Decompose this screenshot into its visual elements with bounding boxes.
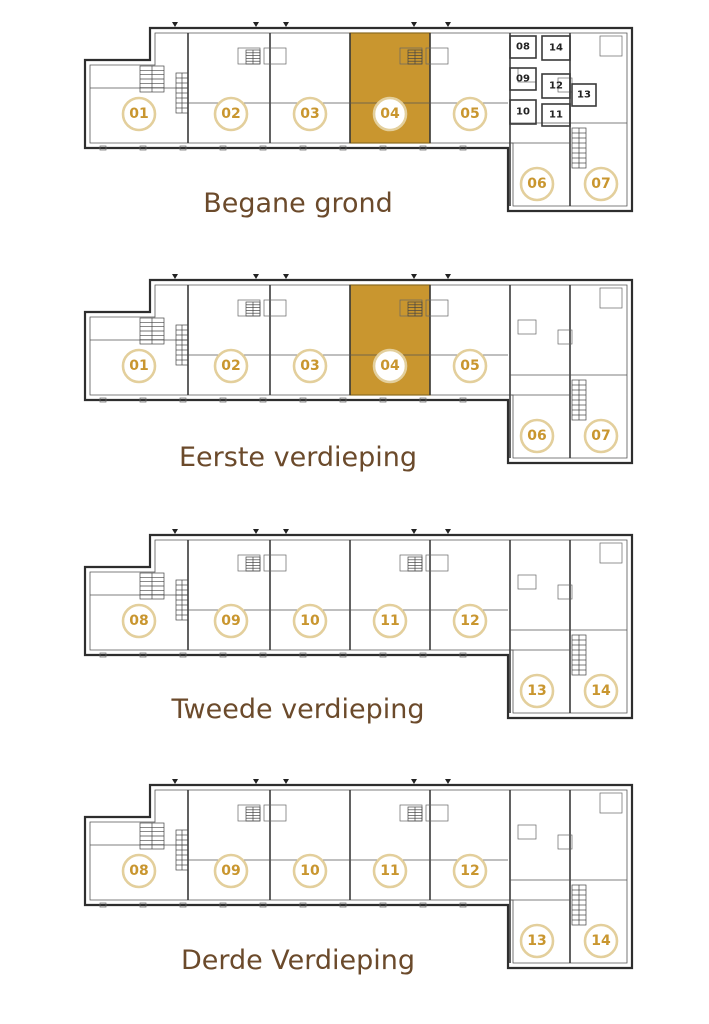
unit-badge-12[interactable] xyxy=(454,605,486,637)
unit-badge-01[interactable] xyxy=(123,350,155,382)
unit-number: 03 xyxy=(300,358,320,374)
unit-badge-07[interactable] xyxy=(585,420,617,452)
unit-badge-09[interactable] xyxy=(215,605,247,637)
storage-label: 11 xyxy=(549,109,563,121)
unit-number: 07 xyxy=(591,176,611,192)
unit-badge-05[interactable] xyxy=(454,350,486,382)
entrance-marker xyxy=(253,274,259,279)
storage-label: 09 xyxy=(516,73,530,85)
entrance-marker xyxy=(411,779,417,784)
entrance-marker xyxy=(283,22,289,27)
entrance-marker xyxy=(445,22,451,27)
unit-badge-06[interactable] xyxy=(521,420,553,452)
unit-number: 12 xyxy=(460,863,480,879)
entrance-marker xyxy=(445,529,451,534)
unit-number: 11 xyxy=(380,613,400,629)
unit-number: 06 xyxy=(527,428,547,444)
floor-plan-3 xyxy=(85,529,632,718)
unit-badge-11[interactable] xyxy=(374,605,406,637)
unit-number: 08 xyxy=(129,863,149,879)
storage-label: 12 xyxy=(549,80,563,92)
floor-plan-2 xyxy=(85,274,632,463)
floor-plan-4 xyxy=(85,779,632,968)
entrance-marker xyxy=(283,274,289,279)
unit-number: 14 xyxy=(591,933,611,949)
unit-number: 12 xyxy=(460,613,480,629)
unit-badge-11[interactable] xyxy=(374,855,406,887)
floor-plan-1 xyxy=(85,22,632,211)
unit-badge-08[interactable] xyxy=(123,605,155,637)
storage-label: 10 xyxy=(516,106,530,118)
floor-title: Eerste verdieping xyxy=(179,442,417,473)
unit-badge-05[interactable] xyxy=(454,98,486,130)
unit-number: 02 xyxy=(221,358,241,374)
unit-number: 13 xyxy=(527,683,547,699)
unit-badge-03[interactable] xyxy=(294,98,326,130)
entrance-marker xyxy=(172,22,178,27)
entrance-marker xyxy=(411,529,417,534)
unit-badge-01[interactable] xyxy=(123,98,155,130)
unit-badge-09[interactable] xyxy=(215,855,247,887)
unit-badge-07[interactable] xyxy=(585,168,617,200)
unit-number: 09 xyxy=(221,613,241,629)
unit-number: 06 xyxy=(527,176,547,192)
entrance-marker xyxy=(283,779,289,784)
entrance-marker xyxy=(445,274,451,279)
entrance-marker xyxy=(172,274,178,279)
entrance-marker xyxy=(411,22,417,27)
unit-badge-10[interactable] xyxy=(294,605,326,637)
unit-number: 01 xyxy=(129,106,149,122)
unit-number: 02 xyxy=(221,106,241,122)
floor-title: Begane grond xyxy=(203,188,393,219)
unit-number: 05 xyxy=(460,358,480,374)
unit-number: 04 xyxy=(380,106,400,122)
entrance-marker xyxy=(253,779,259,784)
unit-badge-02[interactable] xyxy=(215,98,247,130)
floor-title: Tweede verdieping xyxy=(171,694,425,725)
entrance-marker xyxy=(283,529,289,534)
unit-number: 07 xyxy=(591,428,611,444)
entrance-marker xyxy=(445,779,451,784)
unit-number: 09 xyxy=(221,863,241,879)
unit-badge-12[interactable] xyxy=(454,855,486,887)
entrance-marker xyxy=(411,274,417,279)
unit-badge-10[interactable] xyxy=(294,855,326,887)
entrance-marker xyxy=(172,529,178,534)
storage-label: 08 xyxy=(516,41,530,53)
unit-badge-13[interactable] xyxy=(521,925,553,957)
unit-badge-14[interactable] xyxy=(585,675,617,707)
unit-number: 03 xyxy=(300,106,320,122)
unit-number: 10 xyxy=(300,863,320,879)
unit-badge-02[interactable] xyxy=(215,350,247,382)
floor-title: Derde Verdieping xyxy=(180,945,416,976)
entrance-marker xyxy=(172,779,178,784)
unit-badge-04[interactable] xyxy=(374,98,406,130)
unit-number: 11 xyxy=(380,863,400,879)
unit-badge-04[interactable] xyxy=(374,350,406,382)
unit-number: 08 xyxy=(129,613,149,629)
storage-label: 13 xyxy=(577,89,591,101)
unit-number: 14 xyxy=(591,683,611,699)
storage-label: 14 xyxy=(549,42,563,54)
unit-number: 05 xyxy=(460,106,480,122)
unit-badge-13[interactable] xyxy=(521,675,553,707)
unit-number: 04 xyxy=(380,358,400,374)
unit-badge-06[interactable] xyxy=(521,168,553,200)
unit-number: 13 xyxy=(527,933,547,949)
unit-number: 10 xyxy=(300,613,320,629)
unit-badge-03[interactable] xyxy=(294,350,326,382)
entrance-marker xyxy=(253,529,259,534)
unit-badge-14[interactable] xyxy=(585,925,617,957)
unit-number: 01 xyxy=(129,358,149,374)
unit-badge-08[interactable] xyxy=(123,855,155,887)
entrance-marker xyxy=(253,22,259,27)
